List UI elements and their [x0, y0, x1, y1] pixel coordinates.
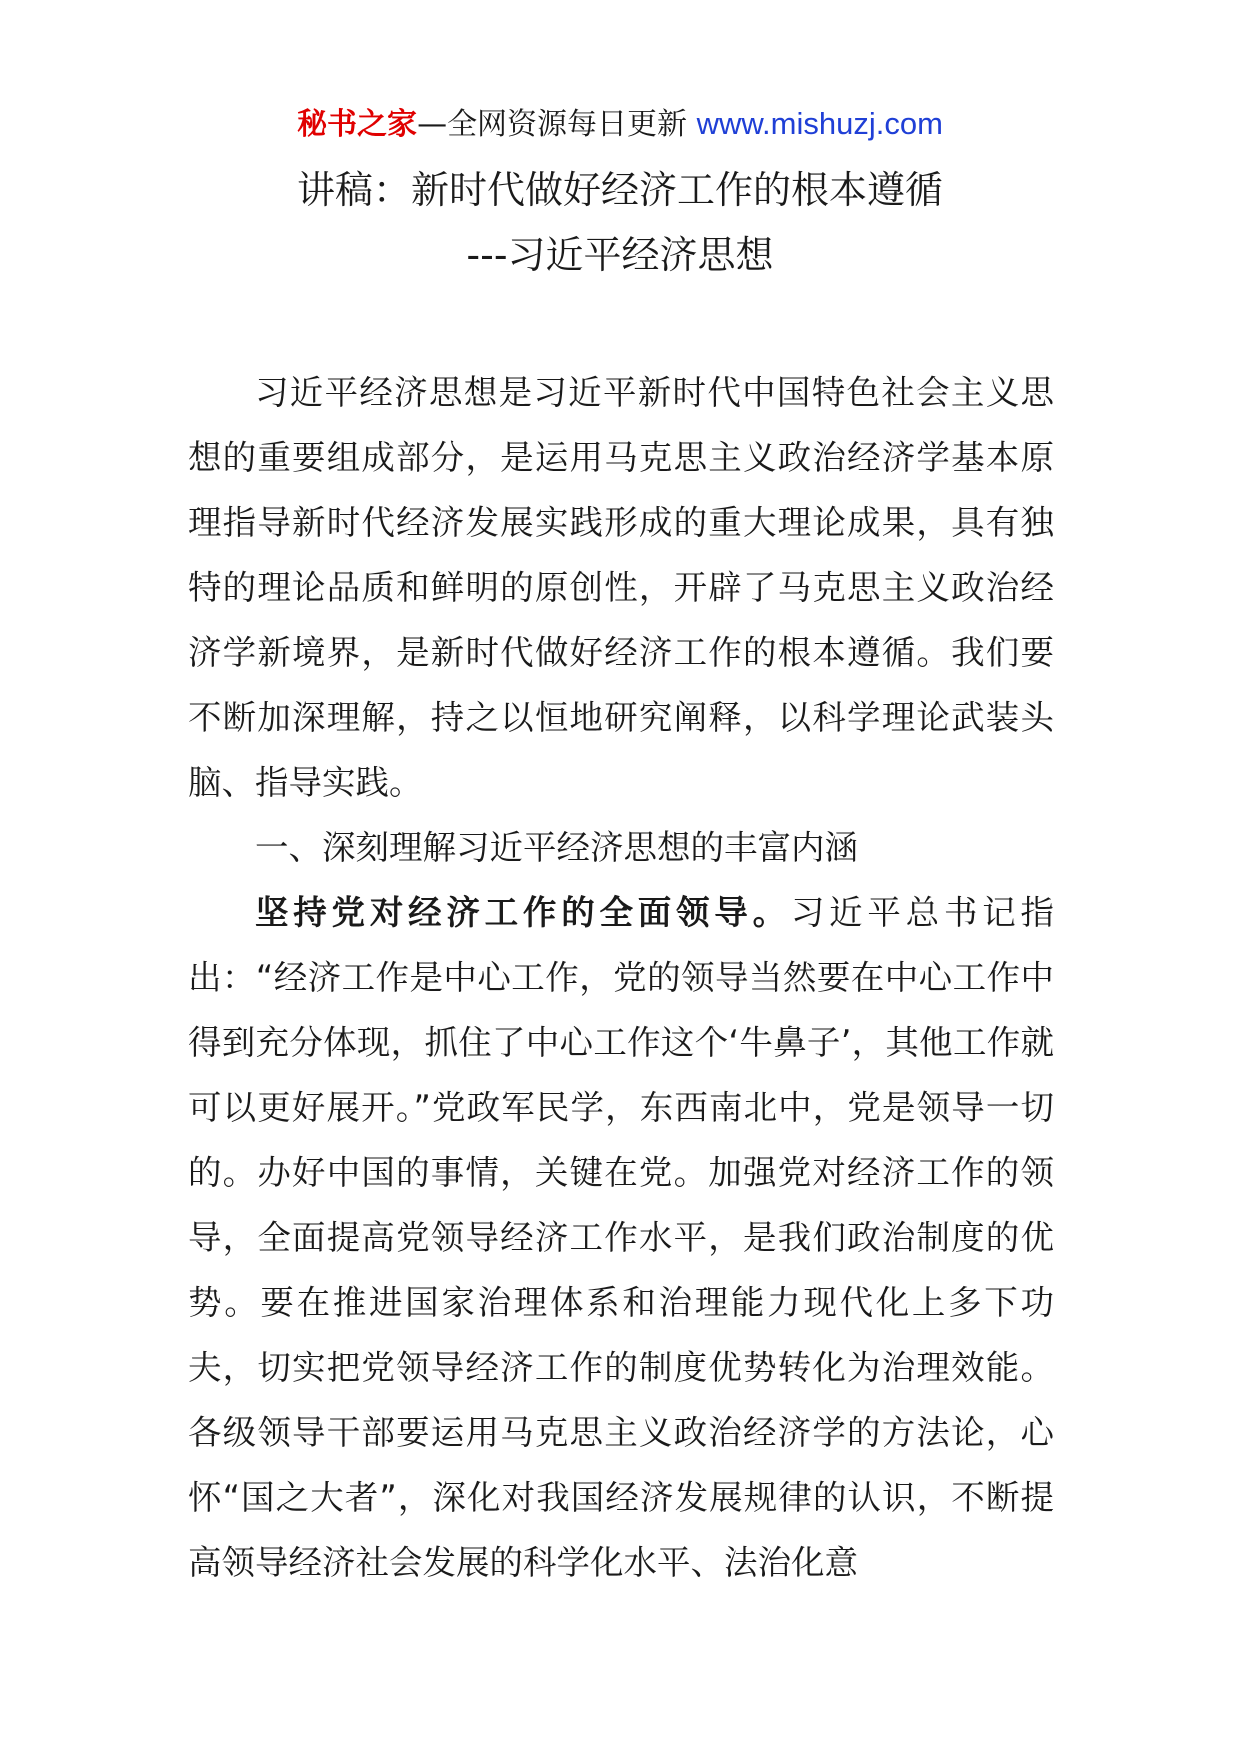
site-url-link[interactable]: www.mishuzj.com — [696, 106, 943, 141]
site-brand: 秘书之家 — [297, 107, 418, 142]
site-banner — [0, 100, 1240, 149]
document-subtitle: ---习近平经济思想 — [466, 233, 774, 277]
section-heading — [188, 815, 1054, 880]
document-title: 讲稿：新时代做好经济工作的根本遵循 — [296, 168, 943, 212]
paragraph-party-leadership — [188, 880, 1054, 1595]
paragraph-text: 习近平总书记指出：“经济工作是中心工作，党的领导当然要在中心工作中得到充分体现，抓住了中心工作这个‘牛鼻子’，其他工作就可以更好展开。”党政军民学，东西南北中，党是领导一切的。办好中国的事情，关键在党。加强党对经济工作的领导，全面提高党领导经济工作水平，是我们政治制度的优势。要在推进国家治理体系和治理能力现代化上多下功夫，切实把党领导经济工作的制度优势转化为治理效能。各级领导干部要运用马克思主义政治经济学的方法论，心怀“国之大者”，深化对我国经济发展规律的认识，不断提高领导经济社会发展的科学化水平、法治化意 — [188, 893, 1055, 1582]
section-heading-text: 一、深刻理解习近平经济思想的丰富内涵 — [255, 828, 858, 867]
document-body — [188, 360, 1054, 1595]
paragraph-text: 习近平经济思想是习近平新时代中国特色社会主义思想的重要组成部分，是运用马克思主义政治经济学基本原理指导新时代经济发展实践形成的重大理论成果，具有独特的理论品质和鲜明的原创性，开辟了马克思主义政治经济学新境界，是新时代做好经济工作的根本遵循。我们要不断加深理解，持之以恒地研究阐释，以科学理论武装头脑、指导实践。 — [188, 373, 1054, 802]
paragraph-intro — [188, 360, 1054, 815]
site-slogan: —全网资源每日更新 — [417, 107, 697, 142]
paragraph-lead-sentence: 坚持党对经济工作的全面领导。 — [255, 893, 791, 932]
